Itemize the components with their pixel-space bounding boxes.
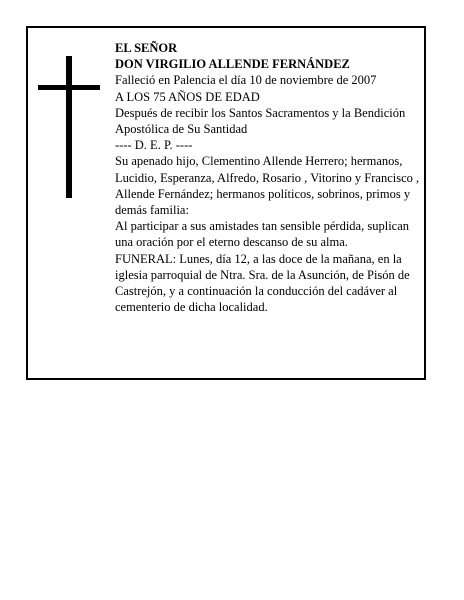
rip-line: ---- D. E. P. ---- <box>115 138 193 153</box>
deceased-name: DON VIRGILIO ALLENDE FERNÁNDEZ <box>115 57 350 72</box>
obituary-text <box>115 40 421 315</box>
title-line-1: EL SEÑOR <box>115 41 178 55</box>
cross-horizontal-bar <box>38 85 100 90</box>
cross-icon <box>38 56 100 198</box>
family-paragraph: Su apenado hijo, Clementino Allende Herrero; hermanos, Lucidio, Esperanza, Alfredo, Rosario , Vitorino y Francisco , Allende Fernández; hermanos políticos, sobrinos, primos y demás familia: <box>115 154 420 218</box>
death-details: Falleció en Palencia el día 10 de noviembre de 2007 <box>115 73 377 88</box>
funeral-paragraph: FUNERAL: Lunes, día 12, a las doce de la mañana, en la iglesia parroquial de Ntra. Sra. de la Asunción, de Pisón de Castrejón, y a continuación la conducción del cadáver al cementerio de dicha localidad. <box>115 251 410 315</box>
sacraments-line: Después de recibir los Santos Sacramentos y la Bendición Apostólica de Su Santidad <box>115 105 406 137</box>
cross-vertical-bar <box>66 56 72 198</box>
request-paragraph: Al participar a sus amistades tan sensible pérdida, suplican una oración por el eterno descanso de su alma. <box>115 219 410 250</box>
age-line: A LOS 75 AÑOS DE EDAD <box>115 89 260 104</box>
obituary-notice <box>26 26 426 380</box>
